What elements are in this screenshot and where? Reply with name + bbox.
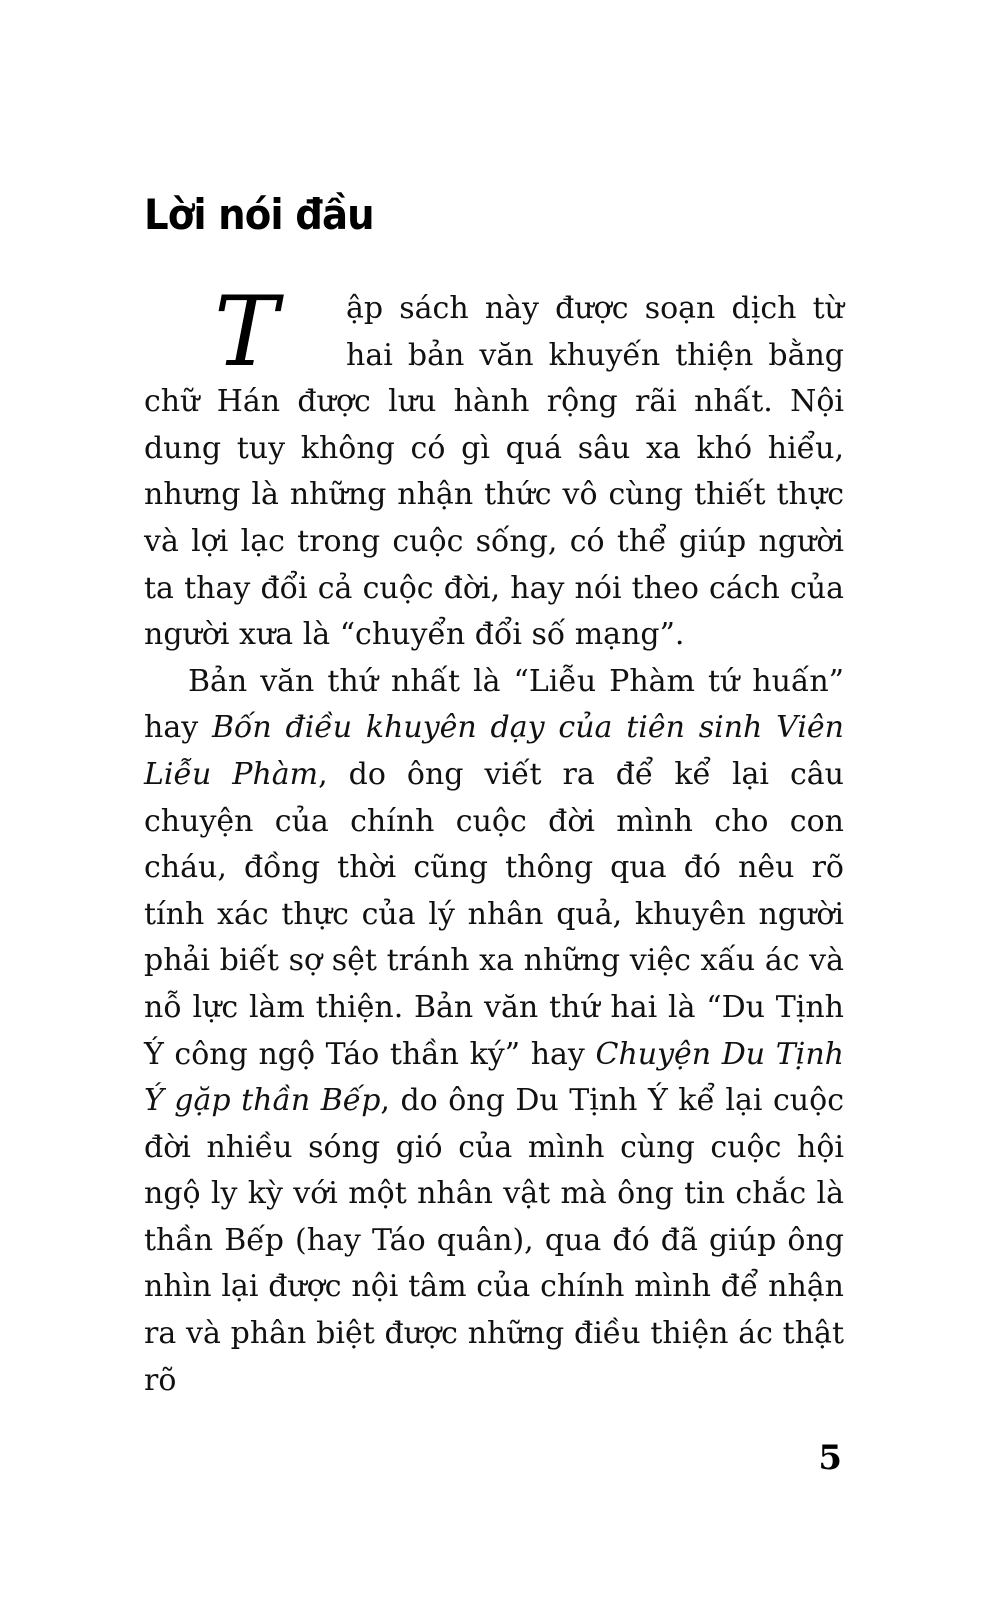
- paragraph-2-italic-title-1: Bốn điều khuyên dạy của tiên sinh Viên Liễu Phàm: [144, 710, 844, 792]
- paragraph-2-italic-title-2: Chuyện Du Tịnh Ý gặp thần Bếp: [144, 1036, 844, 1119]
- page-heading: Lời nói đầu: [144, 190, 374, 239]
- page-number: 5: [818, 1438, 842, 1478]
- body-text: [144, 276, 845, 1404]
- paragraph-2-text-a: Bản văn thứ nhất là “Liễu Phàm tứ huấn” hay: [144, 663, 844, 746]
- paragraph-2-text-c: , do ông Du Tịnh Ý kể lại cuộc đời nhiều sóng gió của mình cùng cuộc hội ngộ ly kỳ với một nhân vật mà ông tin chắc là thần Bếp (hay Táo quân), qua đó đã giúp ông nhìn lại được nội tâm của chính mình để nhận ra và phân biệt được những điều thiện ác thật rõ: [144, 1083, 844, 1398]
- paragraph-2-text-b: , do ông viết ra để kể lại câu chuyện của chính cuộc đời mình cho con cháu, đồng thời cũng thông qua đó nêu rõ tính xác thực của lý nhân quả, khuyên người phải biết sợ sệt tránh xa những việc xấu ác và nỗ lực làm thiện. Bản văn thứ hai là “Du Tịnh Ý công ngộ Táo thần ký” hay: [144, 756, 845, 1072]
- drop-cap-letter: T: [214, 276, 279, 388]
- paragraph-2: [144, 659, 844, 1405]
- paragraph-1-text: ập sách này được soạn dịch từ hai bản văn khuyến thiện bằng chữ Hán được lưu hành rộng rãi nhất. Nội dung tuy không có gì quá sâu xa khó hiểu, nhưng là những nhận thức vô cùng thiết thực và lợi lạc trong cuộc sống, có thể giúp người ta thay đổi cả cuộc đời, hay nói theo cách của người xưa là “chuyển đổi số mạng”.: [144, 291, 844, 653]
- paragraph-1: [144, 276, 844, 659]
